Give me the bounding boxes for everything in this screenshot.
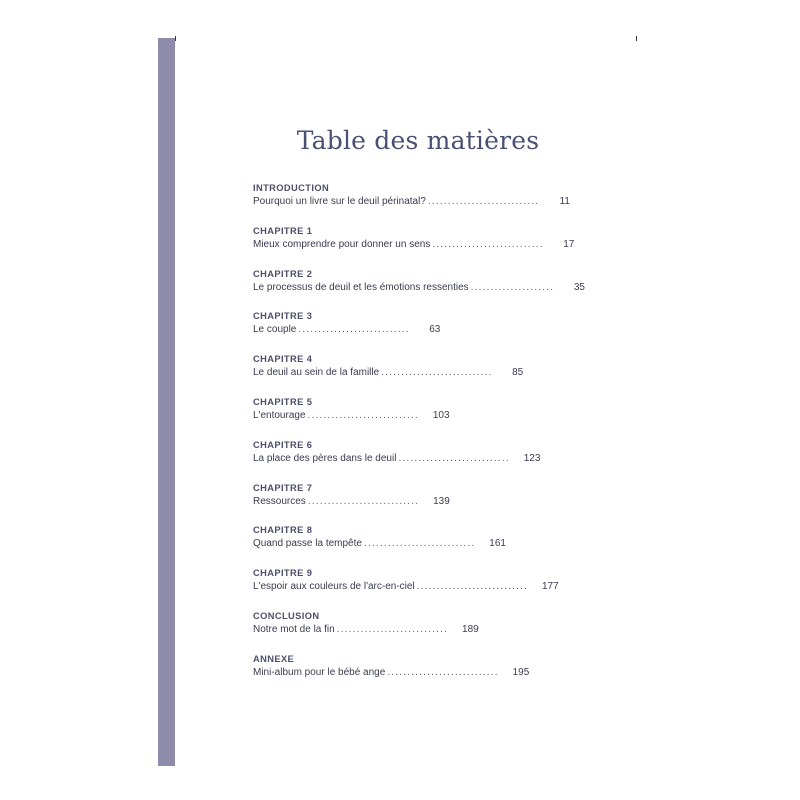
toc-entry-text: Le deuil au sein de la famille	[253, 367, 380, 379]
toc-entry-text: Le couple	[253, 324, 297, 336]
toc-entry-heading: CHAPITRE 1	[253, 225, 313, 236]
toc-entry-page: 85	[512, 367, 524, 379]
toc-entry-heading: CHAPITRE 7	[253, 482, 313, 493]
toc-entry-heading: CHAPITRE 4	[253, 354, 313, 365]
dot-leader	[471, 281, 553, 295]
toc-entry-page: 63	[429, 324, 441, 336]
dot-leader	[387, 666, 497, 680]
dot-leader	[398, 452, 508, 466]
toc-entry[interactable]	[253, 353, 585, 396]
dot-leader	[432, 238, 542, 252]
toc-entry-text: L'entourage	[253, 409, 306, 421]
toc-entry[interactable]	[253, 225, 585, 268]
toc-entry-heading: INTRODUCTION	[253, 183, 330, 193]
toc-entry-page: 123	[523, 452, 541, 464]
toc-entry-text: Mini-album pour le bébé ange	[253, 666, 386, 678]
toc-entry[interactable]	[253, 482, 585, 525]
dot-leader	[337, 623, 447, 637]
dot-leader	[308, 495, 418, 509]
toc-entry-page: 103	[432, 409, 450, 421]
toc-entry[interactable]	[253, 310, 585, 353]
toc-entry[interactable]	[253, 524, 585, 567]
toc-entry-page: 195	[512, 666, 530, 678]
toc-entry-page: 189	[462, 623, 479, 635]
toc-entry[interactable]	[253, 439, 585, 482]
toc-entry[interactable]	[253, 567, 585, 610]
toc-entry-page: 177	[542, 581, 559, 593]
toc-entry-page: 11	[559, 196, 570, 207]
toc-entry-text: La place des pères dans le deuil	[253, 452, 397, 464]
toc-entry-page: 17	[563, 238, 575, 250]
toc-list	[253, 182, 585, 696]
dot-leader	[308, 409, 418, 423]
toc-entry[interactable]	[253, 182, 585, 225]
dot-leader	[417, 580, 527, 594]
toc-entry-heading: CHAPITRE 6	[253, 439, 313, 450]
toc-entry-heading: CHAPITRE 5	[253, 396, 313, 407]
toc-entry-heading: CHAPITRE 2	[253, 268, 313, 279]
toc-entry-page: 139	[433, 495, 450, 507]
page-title: Table des matières	[296, 126, 540, 155]
toc-entry-text: Pourquoi un livre sur le deuil périnatal?	[253, 196, 426, 207]
toc-entry-heading: ANNEXE	[253, 653, 295, 664]
toc-entry[interactable]	[253, 610, 585, 653]
toc-entry-text: L'espoir aux couleurs de l'arc-en-ciel	[253, 581, 415, 593]
dot-leader	[298, 323, 408, 337]
toc-entry-text: Le processus de deuil et les émotions ressenties	[253, 281, 469, 293]
toc-entry-text: Notre mot de la fin	[253, 623, 335, 635]
dot-leader	[364, 537, 474, 551]
toc-entry-page: 35	[573, 281, 585, 293]
toc-entry-text: Mieux comprendre pour donner un sens	[253, 238, 431, 250]
toc-entry[interactable]	[253, 396, 585, 439]
toc-entry[interactable]	[253, 653, 585, 696]
crop-mark-left	[175, 36, 176, 41]
dot-leader	[428, 195, 538, 209]
toc-entry[interactable]	[253, 268, 585, 311]
crop-mark-right	[636, 36, 637, 41]
toc-entry-page: 161	[489, 538, 506, 550]
dot-leader	[381, 366, 491, 380]
toc-entry-heading: CHAPITRE 8	[253, 525, 313, 536]
toc-entry-heading: CONCLUSION	[253, 610, 320, 621]
toc-entry-heading: CHAPITRE 3	[253, 311, 313, 322]
toc-entry-text: Ressources	[253, 495, 306, 507]
toc-entry-text: Quand passe la tempête	[253, 538, 362, 550]
toc-entry-heading: CHAPITRE 9	[253, 568, 313, 579]
